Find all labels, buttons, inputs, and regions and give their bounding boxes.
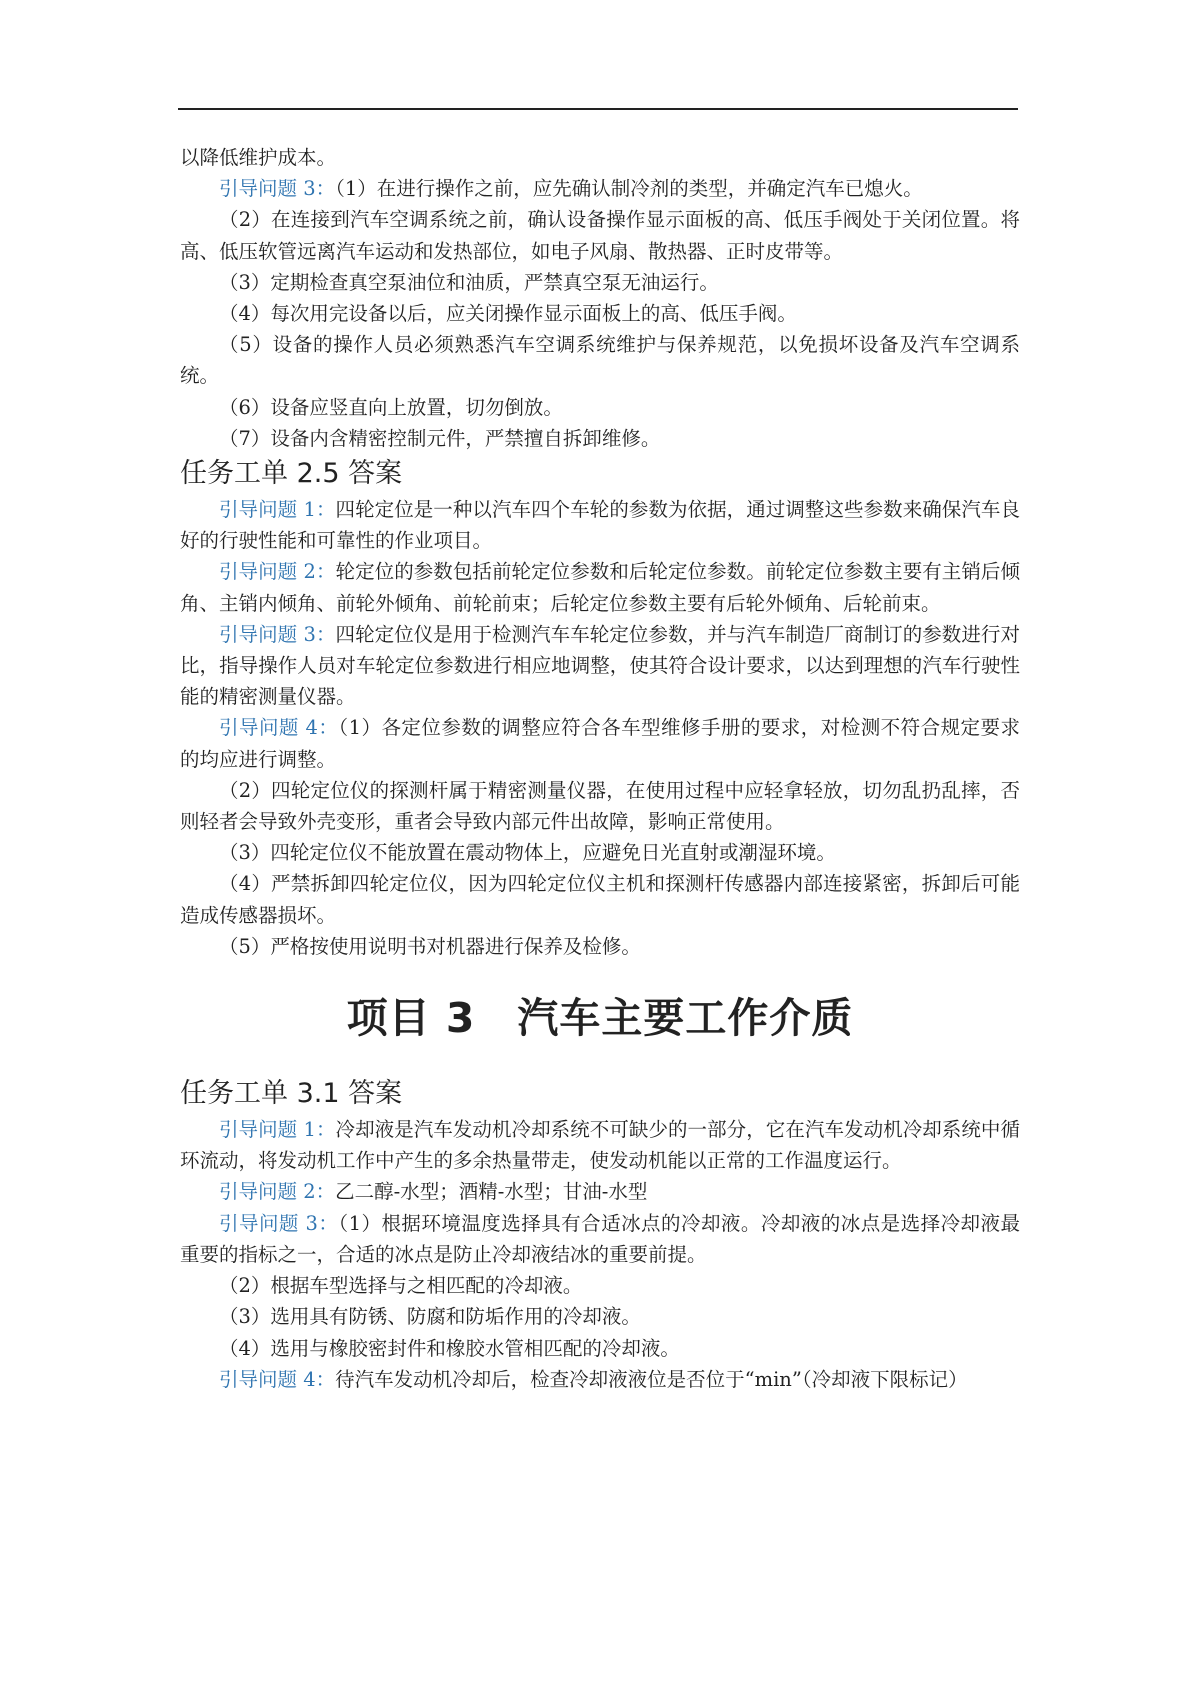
- question-label: 引导问题 4：: [219, 1367, 336, 1391]
- project-title-block: [180, 988, 1020, 1048]
- paragraph: （3）四轮定位仪不能放置在震动物体上，应避免日光直射或潮湿环境。: [219, 841, 836, 865]
- paragraph: （5）设备的操作人员必须熟悉汽车空调系统维护与保养规范，以免损坏设备及汽车空调系统。: [180, 333, 1020, 388]
- section-heading: 任务工单 3.1 答案: [180, 1078, 403, 1110]
- paragraph: 引导问题 1：冷却液是汽车发动机冷却系统不可缺少的一部分，它在汽车发动机冷却系统中循环流动，将发动机工作中产生的多余热量带走，使发动机能以正常的工作温度运行。: [180, 1118, 1020, 1173]
- question-label: 引导问题 2：: [219, 1180, 336, 1204]
- paragraph: 引导问题 4：待汽车发动机冷却后，检查冷却液液位是否位于“min”（冷却液下限标记）: [219, 1367, 968, 1391]
- paragraph: 以降低维护成本。: [180, 146, 337, 169]
- question-label: 引导问题 4：: [219, 716, 339, 740]
- question-label: 引导问题 3：: [219, 622, 336, 646]
- paragraph: 引导问题 2：轮定位的参数包括前轮定位参数和后轮定位参数。前轮定位参数主要有主销后倾角、主销内倾角、前轮外倾角、前轮前束；后轮定位参数主要有后轮外倾角、后轮前束。: [180, 560, 1020, 615]
- question-label: 引导问题 3：: [219, 1211, 339, 1235]
- project-title: 项目 3 汽车主要工作介质: [346, 994, 854, 1043]
- paragraph: （4）严禁拆卸四轮定位仪，因为四轮定位仪主机和探测杆传感器内部连接紧密，拆卸后可能造成传感器损坏。: [180, 872, 1020, 927]
- paragraph: （2）在连接到汽车空调系统之前，确认设备操作显示面板的高、低压手阀处于关闭位置。将高、低压软管远离汽车运动和发热部位，如电子风扇、散热器、正时皮带等。: [180, 208, 1020, 263]
- section-heading: 任务工单 2.5 答案: [180, 458, 403, 490]
- question-label: 引导问题 2：: [219, 560, 336, 584]
- paragraph: 引导问题 3：（1）在进行操作之前，应先确认制冷剂的类型，并确定汽车已熄火。: [219, 177, 923, 201]
- paragraph: （6）设备应竖直向上放置，切勿倒放。: [219, 395, 563, 419]
- paragraph: （2）四轮定位仪的探测杆属于精密测量仪器，在使用过程中应轻拿轻放，切勿乱扔乱摔，否则轻者会导致外壳变形，重者会导致内部元件出故障，影响正常使用。: [180, 778, 1020, 834]
- paragraph: 引导问题 1：四轮定位是一种以汽车四个车轮的参数为依据，通过调整这些参数来确保汽车良好的行驶性能和可靠性的作业项目。: [180, 498, 1020, 553]
- paragraph: （2）根据车型选择与之相匹配的冷却液。: [219, 1274, 583, 1298]
- paragraph: 引导问题 3：四轮定位仪是用于检测汽车车轮定位参数，并与汽车制造厂商制订的参数进行对比，指导操作人员对车轮定位参数进行相应地调整，使其符合设计要求，以达到理想的汽车行驶性能的精密测量仪器。: [180, 622, 1020, 709]
- paragraph: 引导问题 3：（1）根据环境温度选择具有合适冰点的冷却液。冷却液的冰点是选择冷却液最重要的指标之一，合适的冰点是防止冷却液结冰的重要前提。: [180, 1211, 1020, 1266]
- page-body: [180, 142, 1020, 1395]
- paragraph: 引导问题 4：（1）各定位参数的调整应符合各车型维修手册的要求，对检测不符合规定要求的均应进行调整。: [180, 716, 1020, 771]
- paragraph: 引导问题 2：乙二醇-水型；酒精-水型；甘油-水型: [219, 1180, 648, 1204]
- paragraph: （4）选用与橡胶密封件和橡胶水管相匹配的冷却液。: [219, 1336, 680, 1360]
- question-label: 引导问题 1：: [219, 498, 336, 522]
- header-rule: [178, 108, 1018, 110]
- paragraph: （3）定期检查真空泵油位和油质，严禁真空泵无油运行。: [219, 270, 719, 294]
- paragraph: （3）选用具有防锈、防腐和防垢作用的冷却液。: [219, 1305, 641, 1329]
- paragraph: （5）严格按使用说明书对机器进行保养及检修。: [219, 934, 641, 958]
- question-label: 引导问题 1：: [219, 1118, 336, 1142]
- paragraph: （7）设备内含精密控制元件，严禁擅自拆卸维修。: [219, 426, 661, 450]
- question-label: 引导问题 3：: [219, 177, 336, 201]
- paragraph: （4）每次用完设备以后，应关闭操作显示面板上的高、低压手阀。: [219, 302, 797, 326]
